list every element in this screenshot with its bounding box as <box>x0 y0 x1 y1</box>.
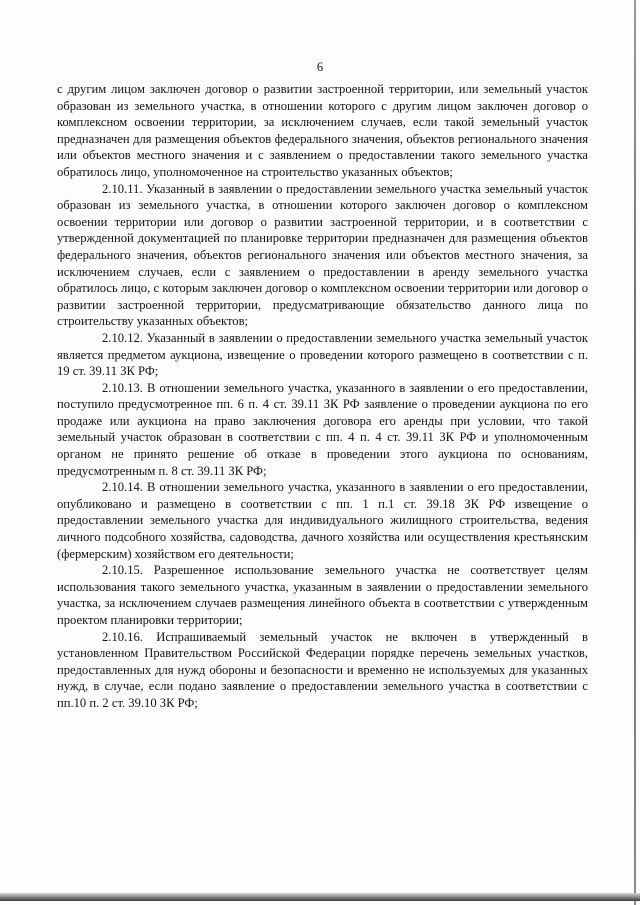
page-number: 6 <box>316 60 324 74</box>
paragraph-2-10-13: 2.10.13. В отношении земельного участка, указанного в заявлении о его предоставлении, поступило предусмотренное пп. 6 п. 4 ст. 39.11 ЗК РФ заявление о проведении аукциона по его продаже или аукциона на право заключения договора его аренды при условии, что такой земельный участок образован в соответствии с пп. 4 п. 4 ст. 39.11 ЗК РФ и уполномоченным органом не принято решение об отказе в проведении этого аукциона по основаниям, предусмотренным п. 8 ст. 39.11 ЗК РФ; <box>57 380 588 478</box>
paragraph-2-10-14: 2.10.14. В отношении земельного участка, указанного в заявлении о его предоставлении, опубликовано и размещено в соответствии с пп. 1 п.1 ст. 39.18 ЗК РФ извещение о предоставлении земельного участка для индивидуального жилищного строительства, ведения личного подсобного хозяйства, садоводства, дачного хозяйства или осуществления крестьянским (фермерским) хозяйством его деятельности; <box>57 480 588 561</box>
document-body <box>57 81 588 712</box>
paragraph-2-10-15: 2.10.15. Разрешенное использование земельного участка не соответствует целям использования такого земельного участка, указанным в заявлении о предоставлении земельного участка, за исключением случаев размещения линейного объекта в соответствии с утвержденным проектом планировки территории; <box>57 563 588 627</box>
paragraph-2-10-16: 2.10.16. Испрашиваемый земельный участок не включен в утвержденный в установленном Правительством Российской Федерации порядке перечень земельных участков, предоставленных для нужд обороны и безопасности и временно не используемых для указанных нужд, в случае, если подано заявление о предоставлении земельного участка в соответствии с пп.10 п. 2 ст. 39.10 ЗК РФ; <box>57 629 588 710</box>
scan-right-edge <box>634 0 636 905</box>
paragraph-continuation: с другим лицом заключен договор о развитии застроенной территории, или земельный участок образован из земельного участка, в отношении которого с другим лицом заключен договор о комплексном освоении территории, за исключением случаев, если такой земельный участок предназначен для размещения объектов федерального значения, объектов регионального значения или объектов местного значения и с заявлением о предоставлении такого земельного участка обратилось лицо, уполномоченное на строительство указанных объектов; <box>57 82 588 179</box>
paragraph-2-10-12: 2.10.12. Указанный в заявлении о предоставлении земельного участка земельный участок является предметом аукциона, извещение о проведении которого размещено в соответствии с п. 19 ст. 39.11 ЗК РФ; <box>57 330 588 379</box>
paragraph-2-10-11: 2.10.11. Указанный в заявлении о предоставлении земельного участка земельный участок образован из земельного участка, в отношении которого заключен договор о комплексном освоении территории или договор о развитии застроенной территории, и в соответствии с утвержденной документацией по планировке территории предназначен для размещения объектов федерального значения, объектов регионального значения или объектов местного значения, за исключением случаев, если с заявлением о предоставлении в аренду земельного участка обратилось лицо, с которым заключен договор о комплексном освоении территории или договор о развитии застроенной территории, предусматривающие обязательство данного лица по строительству указанных объектов; <box>57 181 588 329</box>
scan-bottom-edge <box>0 893 640 901</box>
